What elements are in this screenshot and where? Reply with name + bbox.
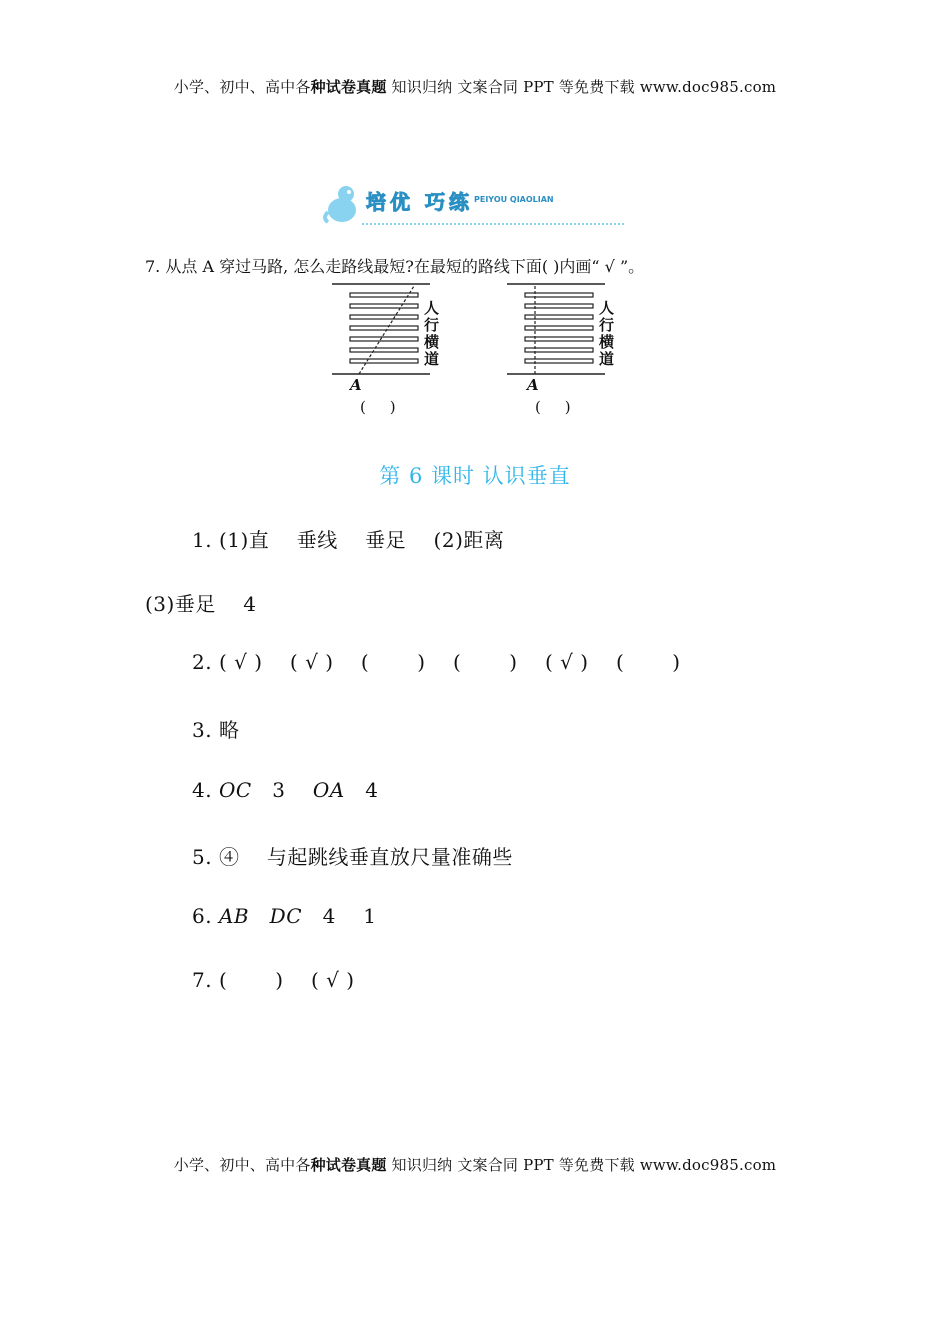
crosswalk-label: 人行横道 [424,299,440,368]
answer-1-line-1: 1. (1)直 垂线 垂足 (2)距离 [192,528,505,552]
answer-4-oa: OA [312,778,345,802]
header-text-a: 小学、初中、高中各 [173,78,311,96]
answer-5: 5. ④ 与起跳线垂直放尺量准确些 [192,845,513,869]
footer-text-c: 知识归纳 文案合同 PPT 等免费下载 www.doc985.com [386,1156,777,1174]
banner-title: 培优 巧练 [366,190,473,214]
banner-subtitle: PEIYOU QIAOLIAN [474,195,554,204]
answer-6-numbers: 4 1 [302,904,377,928]
answer-4 [192,778,379,802]
answer-6-dc: DC [269,904,303,928]
page-footer [0,1154,950,1175]
section-banner [322,182,632,228]
crosswalk-label: 人行横道 [599,299,615,368]
question-7-text: 7. 从点 A 穿过马路, 怎么走路线最短?在最短的路线下面( )内画“ √ ”。 [145,257,645,276]
crosswalk-figure-diagonal [330,282,470,422]
answer-6 [192,904,376,928]
page-header [0,76,950,97]
answer-blank: ( ) [360,398,396,416]
point-a-label: A [527,376,539,394]
answer-2: 2. ( √ ) ( √ ) ( ) ( ) ( √ ) ( ) [192,650,681,674]
answer-7: 7. ( ) ( √ ) [192,968,355,992]
point-a-label: A [350,376,362,394]
answer-4-oc: OC [218,778,252,802]
footer-text-b: 种试卷真题 [310,1156,387,1174]
answer-6-ab: AB [218,904,250,928]
footer-text-a: 小学、初中、高中各 [173,1156,311,1174]
lesson-title: 第 6 课时 认识垂直 [379,464,571,488]
answer-1-line-2: (3)垂足 4 [145,592,257,616]
answer-4-prefix: 4. [192,778,219,802]
header-text-b: 种试卷真题 [310,78,387,96]
answer-3: 3. 略 [192,718,240,742]
answer-4-number-1: 3 [251,778,313,802]
header-text-c: 知识归纳 文案合同 PPT 等免费下载 www.doc985.com [386,78,777,96]
answer-blank: ( ) [535,398,571,416]
answer-4-number-2: 4 [344,778,379,802]
crosswalk-figure-perpendicular [505,282,645,422]
answer-6-prefix: 6. [192,904,219,928]
